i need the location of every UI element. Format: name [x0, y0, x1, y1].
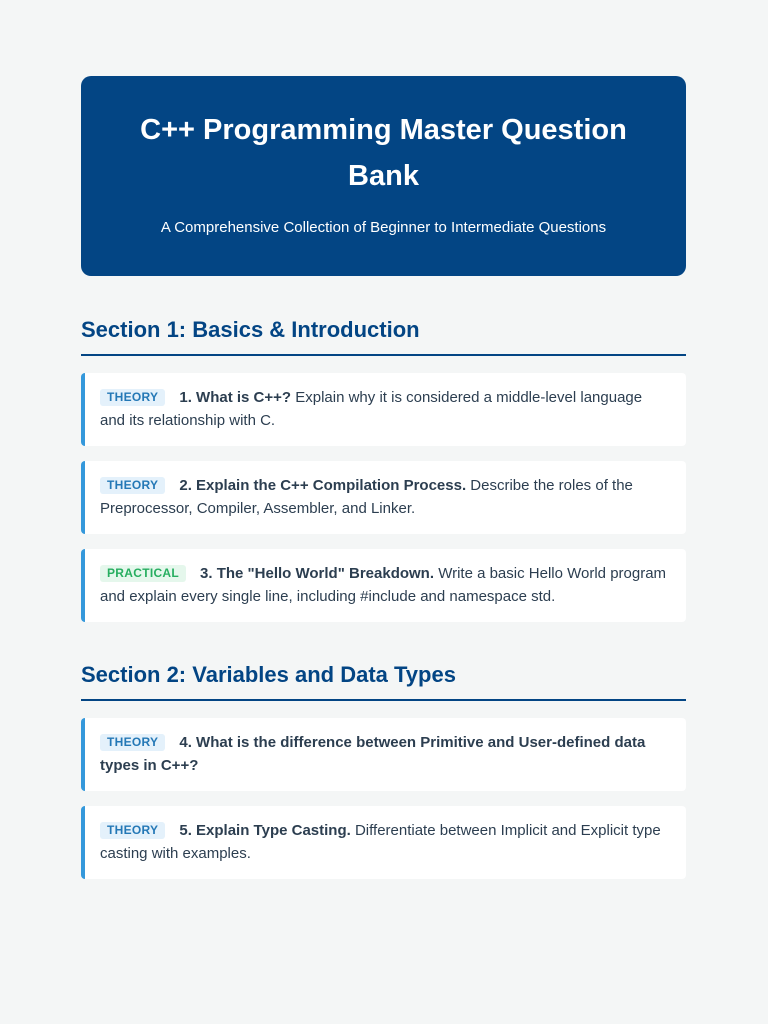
- page-subtitle: A Comprehensive Collection of Beginner to Intermediate Questions: [160, 219, 607, 236]
- header-banner: [81, 76, 686, 276]
- question-body: Differentiate between Implicit and Explicit type casting with examples.: [100, 822, 661, 862]
- question-body: Write a basic Hello World program and explain every single line, including #include and namespace std.: [100, 565, 667, 605]
- question-body: Explain why it is considered a middle-level language and its relationship with C.: [100, 389, 643, 429]
- section-title-variables: Section 2: Variables and Data Types: [81, 661, 686, 701]
- question-card-3: [81, 549, 686, 622]
- question-type-badge: THEORY: [100, 389, 165, 406]
- question-title: 5. Explain Type Casting.: [179, 822, 351, 839]
- question-card-2: [81, 461, 686, 534]
- question-title: 3. The "Hello World" Breakdown.: [200, 565, 435, 582]
- page-title: C++ Programming Master Question Bank: [140, 114, 627, 192]
- question-title: 2. Explain the C++ Compilation Process.: [179, 477, 467, 494]
- question-card-4: [81, 718, 686, 791]
- question-title: 4. What is the difference between Primitive and User-defined data types in C++?: [100, 734, 646, 774]
- question-title: 1. What is C++?: [179, 389, 292, 406]
- question-type-badge: THEORY: [100, 822, 165, 839]
- question-card-1: [81, 373, 686, 446]
- question-card-5: [81, 806, 686, 879]
- section-title-basics: Section 1: Basics & Introduction: [81, 316, 686, 356]
- question-type-badge: PRACTICAL: [100, 565, 186, 582]
- question-type-badge: THEORY: [100, 734, 165, 751]
- question-body: Describe the roles of the Preprocessor, Compiler, Assembler, and Linker.: [100, 477, 633, 517]
- question-type-badge: THEORY: [100, 477, 165, 494]
